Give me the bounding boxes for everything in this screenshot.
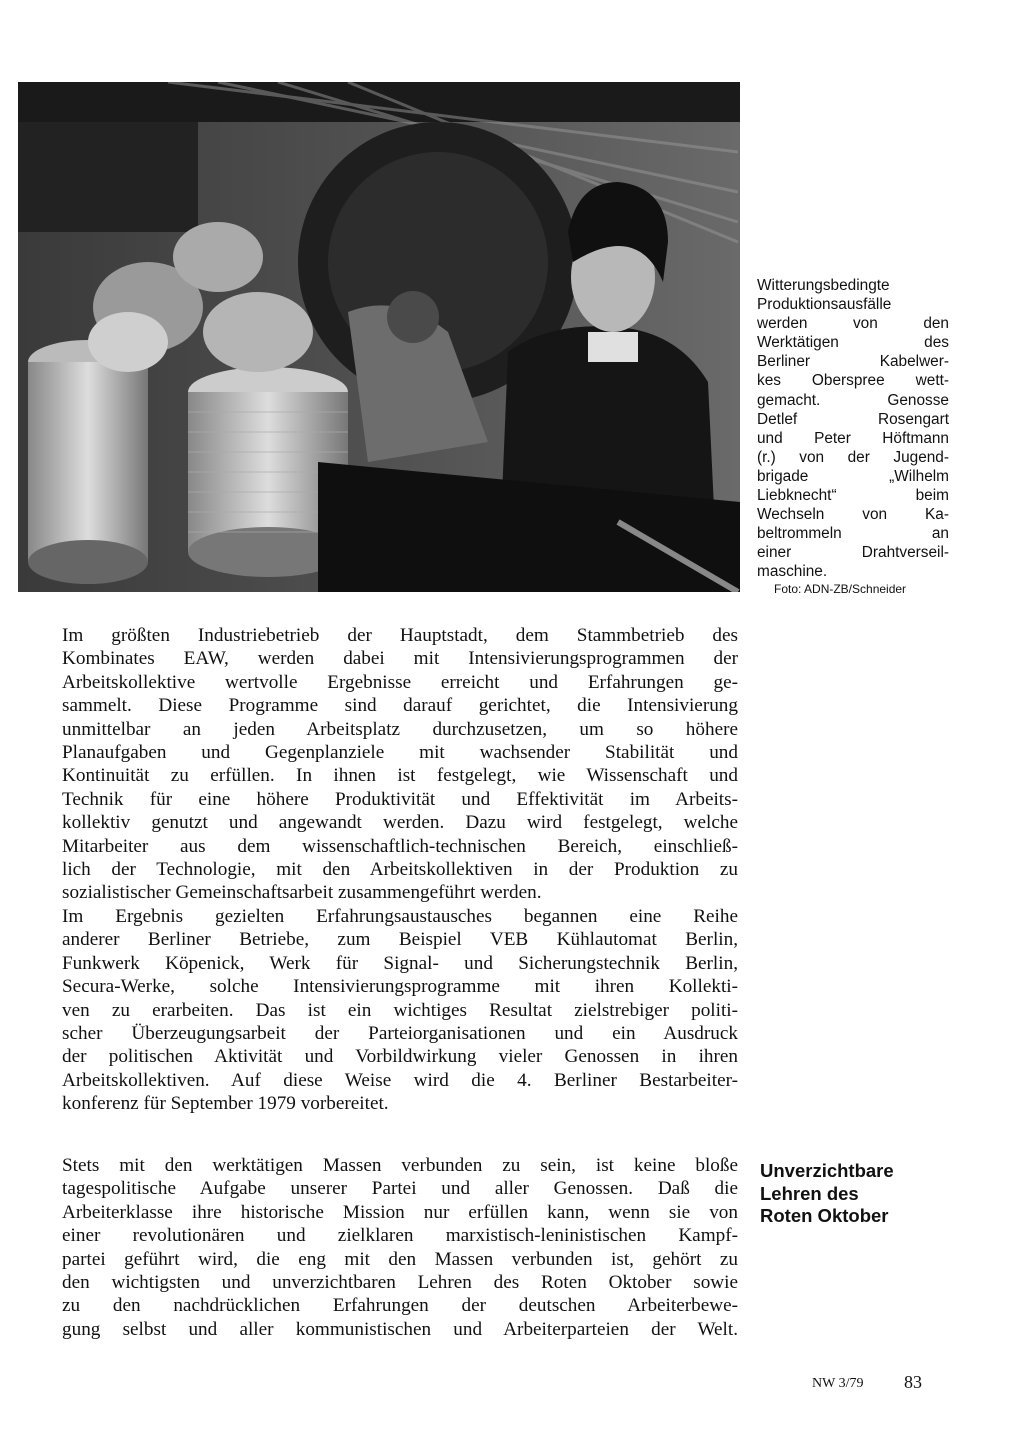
heading-line: Roten Oktober <box>760 1205 889 1226</box>
text-line: kollektiv genutzt und angewandt werden. Dazu wird festgelegt, welche <box>62 812 738 834</box>
photo-caption <box>757 276 949 582</box>
text-line: zu den nachdrücklichen Erfahrungen der deutschen Arbeiterbewe- <box>62 1295 738 1317</box>
text-line: Arbeiterklasse ihre historische Mission nur erfüllen kann, wenn sie von <box>62 1201 738 1223</box>
caption-line: Liebknecht“ beim <box>757 487 949 505</box>
photo-credit: Foto: ADN-ZB/Schneider <box>774 582 907 596</box>
caption-line: (r.) von der Jugend- <box>757 448 949 466</box>
text-line: Funkwerk Köpenick, Werk für Signal- und Sicherungstechnik Berlin, <box>62 952 738 974</box>
caption-line: Detlef Rosengart <box>757 410 949 428</box>
photo-image <box>18 82 740 592</box>
text-line: gung selbst und aller kommunistischen und Arbeiterparteien der Welt. <box>62 1318 738 1340</box>
text-line: konferenz für September 1979 vorbereitet. <box>62 1093 389 1115</box>
text-line: Arbeitskollektive wertvolle Ergebnisse erreicht und Erfahrungen ge- <box>62 671 738 693</box>
heading-line: Unverzichtbare <box>760 1160 894 1181</box>
text-line: Im Ergebnis gezielten Erfahrungsaustausches begannen eine Reihe <box>62 905 738 927</box>
section-heading <box>760 1160 940 1228</box>
text-line: ven zu erarbeiten. Das ist ein wichtiges Resultat zielstrebiger politi- <box>62 999 738 1021</box>
text-line: Kombinates EAW, werden dabei mit Intensivierungsprogrammen der <box>62 648 738 670</box>
caption-line: Wechseln von Ka- <box>757 506 949 524</box>
caption-line: werden von den <box>757 315 949 333</box>
body-paragraph-1 <box>62 624 738 1116</box>
text-line: Im größten Industriebetrieb der Hauptstadt, dem Stammbetrieb des <box>62 625 738 646</box>
text-line: lich der Technologie, mit den Arbeitskollektiven in der Produktion zu <box>62 859 738 881</box>
text-line: Planaufgaben und Gegenplanziele mit wachsender Stabilität und <box>62 742 738 764</box>
page-number: 83 <box>904 1372 922 1392</box>
text-line: den wichtigsten und unverzichtbaren Lehren des Roten Oktober sowie <box>62 1272 738 1294</box>
article-photo <box>18 82 740 592</box>
caption-line: einer Drahtverseil- <box>757 544 949 562</box>
caption-line: beltrommeln an <box>757 525 949 543</box>
caption-line: maschine. <box>757 563 828 581</box>
caption-line: Produktionsausfälle <box>757 296 892 314</box>
caption-line: und Peter Höftmann <box>757 429 949 447</box>
caption-line: Witterungsbedingte <box>757 277 890 294</box>
caption-line: brigade „Wilhelm <box>757 467 949 485</box>
body-paragraph-2 <box>62 1154 738 1341</box>
text-line: sammelt. Diese Programme sind darauf gerichtet, die Intensivierung <box>62 695 738 717</box>
text-line: Mitarbeiter aus dem wissenschaftlich-technischen Bereich, einschließ- <box>62 835 738 857</box>
text-line: sozialistischer Gemeinschaftsarbeit zusammengeführt werden. <box>62 882 542 904</box>
caption-line: gemacht. Genosse <box>757 391 949 409</box>
text-line: scher Überzeugungsarbeit der Parteiorganisationen und ein Ausdruck <box>62 1022 738 1044</box>
text-line: tagespolitische Aufgabe unserer Partei und aller Genossen. Daß die <box>62 1178 738 1200</box>
text-line: partei geführt wird, die eng mit den Massen verbunden ist, gehört zu <box>62 1248 738 1270</box>
journal-issue: NW 3/79 <box>812 1376 864 1391</box>
text-line: Stets mit den werktätigen Massen verbunden zu sein, ist keine bloße <box>62 1155 738 1176</box>
text-line: unmittelbar an jeden Arbeitsplatz durchzusetzen, um so höhere <box>62 718 738 740</box>
caption-line: kes Oberspree wett- <box>757 372 949 390</box>
text-line: einer revolutionären und zielklaren marxistisch-leninistischen Kampf- <box>62 1225 738 1247</box>
text-line: anderer Berliner Betriebe, zum Beispiel VEB Kühlautomat Berlin, <box>62 929 738 951</box>
text-line: Secura-Werke, solche Intensivierungsprogramme mit ihren Kollekti- <box>62 976 738 998</box>
text-line: Kontinuität zu erfüllen. In ihnen ist festgelegt, wie Wissenschaft und <box>62 765 738 787</box>
text-line: der politischen Aktivität und Vorbildwirkung vieler Genossen in ihren <box>62 1046 738 1068</box>
caption-line: Werktätigen des <box>757 334 949 352</box>
caption-line: Berliner Kabelwer- <box>757 353 949 371</box>
text-line: Technik für eine höhere Produktivität und Effektivität im Arbeits- <box>62 788 738 810</box>
heading-line: Lehren des <box>760 1182 859 1204</box>
text-line: Arbeitskollektiven. Auf diese Weise wird die 4. Berliner Bestarbeiter- <box>62 1069 738 1091</box>
